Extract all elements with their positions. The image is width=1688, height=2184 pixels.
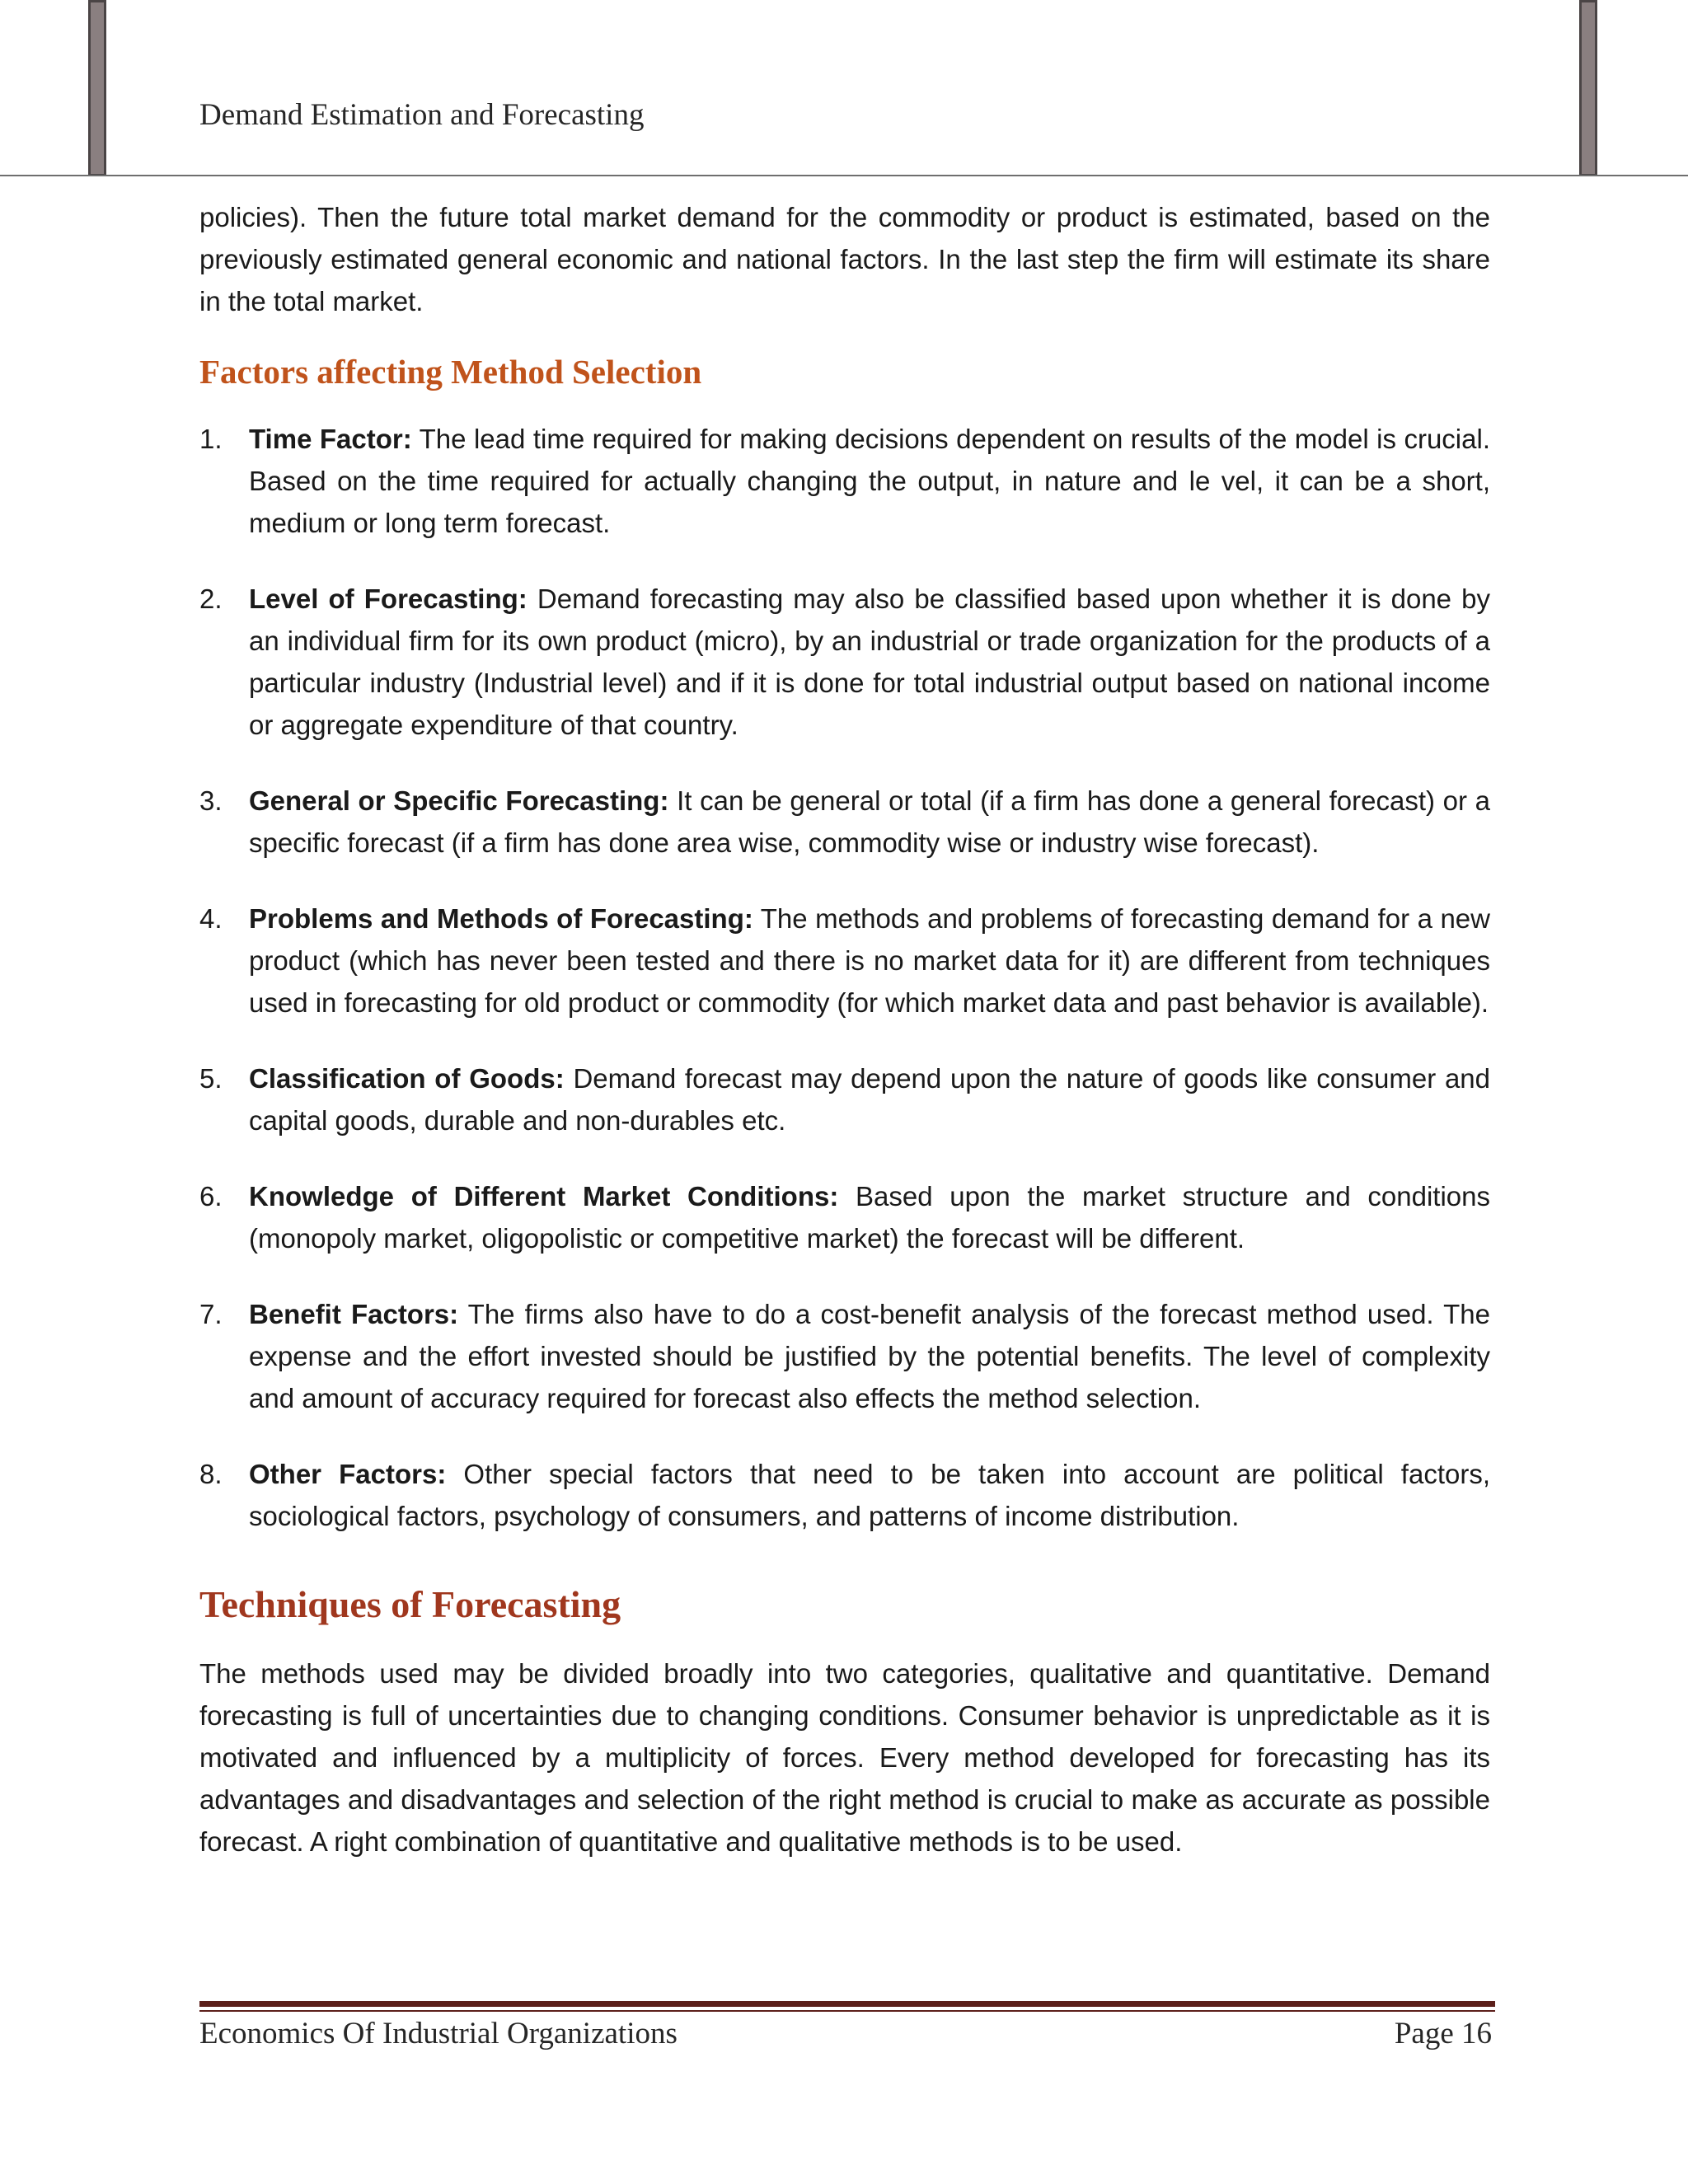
item-label: Benefit Factors: [249,1299,459,1329]
item-text: Demand forecasting may also be classified based upon whether it is done by an individual firm for its own product (micro), by an industrial or trade organization for the products of a particular industry (Industrial level) and if it is done for total industrial output based on national income or aggregate expenditure of that country. [249,583,1491,740]
page-number: Page 16 [1394,2017,1492,2050]
item-text: The firms also have to do a cost-benefit analysis of the forecast method used. The expense and the effort invested should be justified by the potential benefits. The level of complexity and amount of accuracy required for forecast also effects the method selection. [249,1299,1490,1413]
item-text: Demand forecast may depend upon the nature of goods like consumer and capital goods, durable and non-durables etc. [249,1063,1490,1136]
item-label: Time Factor: [249,424,412,454]
item-label: General or Specific Forecasting: [249,785,669,816]
header-divider [0,175,1688,176]
techniques-paragraph: The methods used may be divided broadly into two categories, qualitative and quantitative. Demand forecasting is full of uncertainties due to changing conditions. Consumer behavior is unpredictable as it is motivated and influenced by a multiplicity of forces. Every method developed for forecasting has its advantages and disadvantages and selection of the right method is crucial to make as accurate as possible forecast. A right combination of quantitative and qualitative methods is to be used. [199,1658,1490,1857]
footer-divider-thin [199,2010,1495,2012]
list-item [199,418,1490,544]
list-item [199,1293,1490,1419]
header-left-bar [88,0,106,176]
item-label: Problems and Methods of Forecasting: [249,903,753,934]
factors-heading: Factors affecting Method Selection [199,353,702,391]
list-item [199,1453,1490,1537]
item-number: 2. [199,583,223,614]
list-item [199,1057,1490,1141]
item-number: 7. [199,1299,223,1329]
item-number: 1. [199,424,223,454]
page-body [199,196,1490,1863]
item-number: 6. [199,1181,223,1212]
item-text: It can be general or total (if a firm has done a general forecast) or a specific forecast (if a firm has done area wise, commodity wise or industry wise forecast). [249,785,1490,858]
item-text: Other special factors that need to be taken into account are political factors, sociological factors, psychology of consumers, and patterns of income distribution. [249,1459,1491,1531]
item-text: The methods and problems of forecasting demand for a new product (which has never been tested and there is no market data for it) are different from techniques used in forecasting for old product or commodity (for which market data and past behavior is available). [249,903,1490,1018]
item-label: Level of Forecasting: [249,583,528,614]
footer-divider-thick [199,2001,1495,2007]
item-number: 4. [199,903,223,934]
item-label: Knowledge of Different Market Conditions: [249,1181,839,1212]
item-number: 3. [199,785,223,816]
item-text: Based upon the market structure and conditions (monopoly market, oligopolistic or competitive market) the forecast will be different. [249,1181,1491,1254]
running-header-title: Demand Estimation and Forecasting [199,98,645,132]
item-label: Other Factors: [249,1459,447,1489]
header-right-bar [1579,0,1597,176]
list-item [199,1175,1490,1259]
factors-list [199,418,1490,1537]
item-text: The lead time required for making decisions dependent on results of the model is crucial. Based on the time required for actually changing the output, in nature and le vel, it can be a short, medium or long term forecast. [249,424,1490,538]
techniques-heading: Techniques of Forecasting [199,1583,621,1625]
list-item [199,780,1490,864]
list-item [199,578,1490,746]
intro-paragraph: policies). Then the future total market demand for the commodity or product is estimated, based on the previously estimated general economic and national factors. In the last step the firm will estimate its share in the total market. [199,202,1490,316]
item-number: 5. [199,1063,223,1094]
item-label: Classification of Goods: [249,1063,565,1094]
list-item [199,898,1490,1024]
footer-book-title: Economics Of Industrial Organizations [199,2017,678,2050]
item-number: 8. [199,1459,223,1489]
